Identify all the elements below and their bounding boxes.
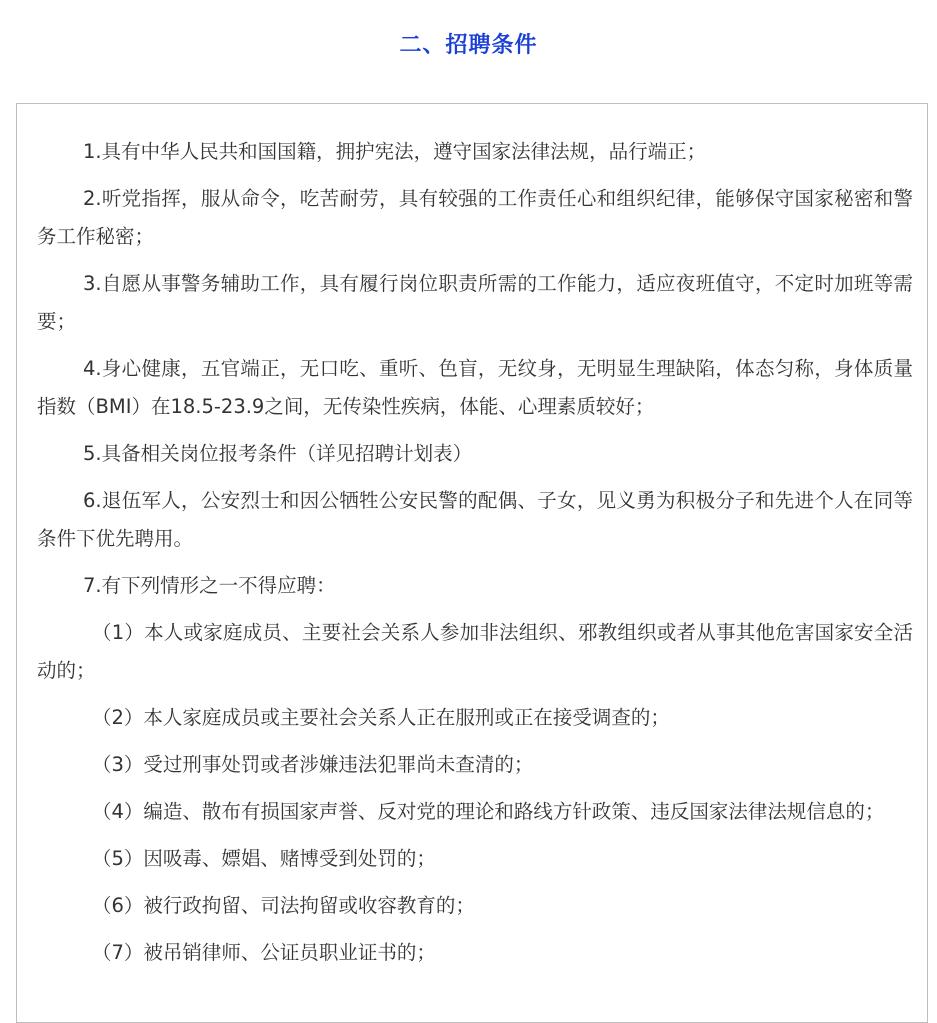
requirement-item-5: 5.具备相关岗位报考条件（详见招聘计划表）	[83, 442, 473, 465]
requirement-item-7: 7.有下列情形之一不得应聘：	[83, 574, 336, 597]
exclusion-item-2: （2）本人家庭成员或主要社会关系人正在服刑或正在接受调查的；	[92, 706, 670, 729]
requirement-item-1: 1.具有中华人民共和国国籍，拥护宪法，遵守国家法律法规，品行端正；	[83, 140, 707, 163]
requirement-item-4: 4.身心健康，五官端正，无口吃、重听、色盲，无纹身，无明显生理缺陷，体态匀称，身体质量指数（BMI）在18.5-23.9之间，无传染性疾病，体能、心理素质较好；	[37, 357, 913, 418]
exclusion-item-7: （7）被吊销律师、公证员职业证书的；	[92, 941, 436, 964]
exclusion-item-6: （6）被行政拘留、司法拘留或收容教育的；	[92, 894, 475, 917]
exclusion-item-3: （3）受过刑事处罚或者涉嫌违法犯罪尚未查清的；	[92, 753, 534, 776]
exclusion-item-4: （4）编造、散布有损国家声誉、反对党的理论和路线方针政策、违反国家法律法规信息的；	[92, 800, 885, 823]
requirements-list	[37, 133, 913, 981]
exclusion-item-5: （5）因吸毒、嫖娼、赌博受到处罚的；	[92, 847, 436, 870]
requirement-item-2: 2.听党指挥，服从命令，吃苦耐劳，具有较强的工作责任心和组织纪律，能够保守国家秘密和警务工作秘密；	[37, 187, 913, 248]
requirement-item-3: 3.自愿从事警务辅助工作，具有履行岗位职责所需的工作能力，适应夜班值守，不定时加班等需要；	[37, 272, 913, 333]
exclusion-item-1: （1）本人或家庭成员、主要社会关系人参加非法组织、邪教组织或者从事其他危害国家安全活动的；	[37, 621, 913, 682]
requirement-item-6: 6.退伍军人，公安烈士和因公牺牲公安民警的配偶、子女，见义勇为积极分子和先进个人在同等条件下优先聘用。	[37, 489, 913, 550]
section-title: 二、招聘条件	[399, 33, 538, 58]
